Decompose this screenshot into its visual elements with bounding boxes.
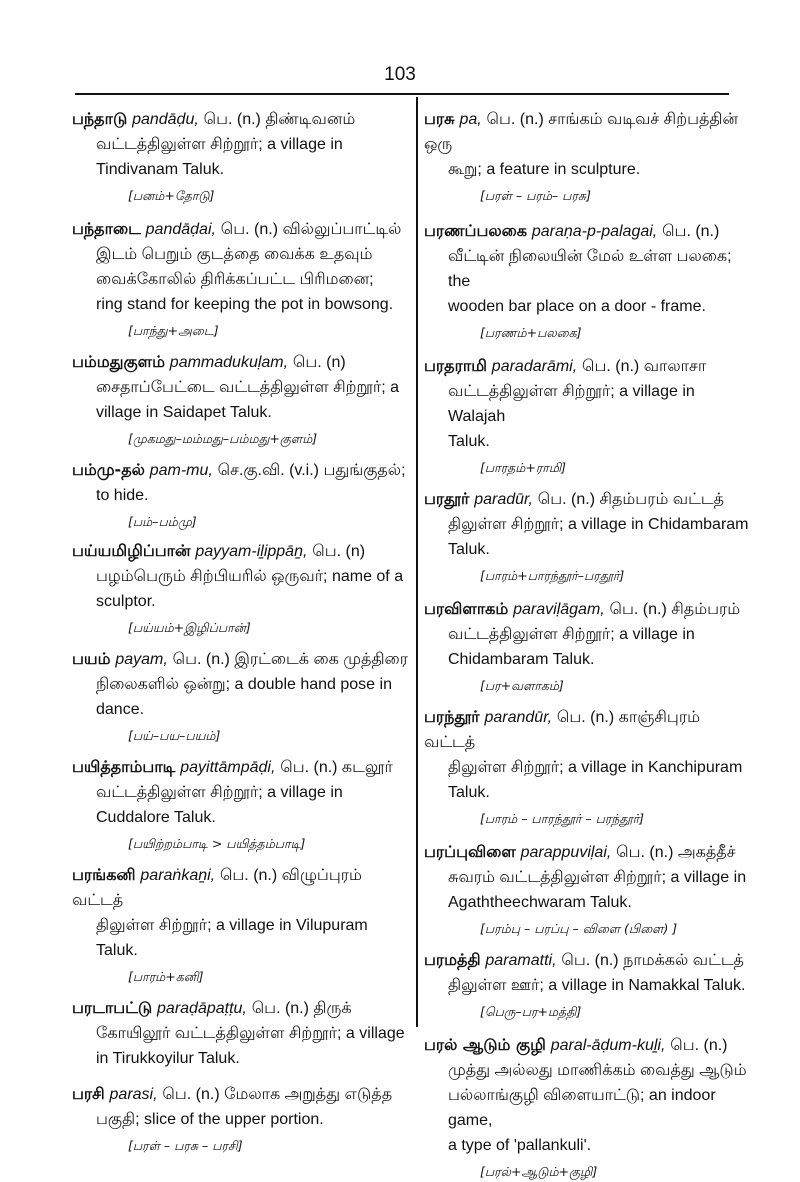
definition-line: dance. [96,701,145,718]
transliteration: paraṇa-p-palagai, [531,223,658,240]
etymology: [பயிற்றம்பாடி > பயித்தம்பாடி] [128,836,306,851]
definition-line: கூறு; a feature in sculpture. [448,161,641,178]
transliteration: pam-mu, [149,462,213,479]
dictionary-entry [424,596,754,696]
dictionary-entry [424,947,754,1022]
headword: பரணப்பலகை [424,221,527,240]
etymology: [பய்யம்+இழிப்பான்] [128,620,251,635]
etymology: [பனம்+தோடு] [128,188,215,203]
entry-headline [424,704,754,755]
transliteration: parasi, [109,1086,158,1103]
etymology: [பெரு–பர+மத்தி] [480,1004,582,1019]
transliteration: parandūr, [484,709,553,726]
definition-line: திலுள்ள சிற்றூர்; a village in Kanchipuram [448,759,743,776]
definition-line: திலுள்ள சிற்றூர்; a village in Chidambaram [448,516,749,533]
entry-headline [72,216,408,242]
definition-line: to hide. [96,487,149,504]
head-definition: பெ. (n.) காஞ்சிபுரம் வட்டத் [424,709,700,751]
dictionary-entry [424,353,754,478]
headword: பரல் ஆடும் குழி [424,1035,546,1054]
right-column [424,98,754,1182]
definition-line: வட்டத்திலுள்ள சிற்றூர்; a village in [448,626,695,643]
headword: பரப்புவிளை [424,842,516,861]
definition-line: Taluk. [448,433,490,450]
definition-line: Chidambaram Taluk. [448,651,595,668]
headword: பந்தாடு [72,109,128,128]
etymology: [பர+வளாகம்] [480,678,564,693]
dictionary-entry [72,862,408,987]
entry-headline [424,947,754,973]
etymology: [பாந்து+அடை] [128,323,219,338]
entry-headline [72,862,408,913]
entry-headline [72,646,408,672]
definition-line: a type of 'pallankuli'. [448,1137,592,1154]
dictionary-entry [424,839,754,939]
page-number: 103 [384,64,416,85]
definition-line: இடம் பெறும் குடத்தை வைக்க உதவும் [96,246,373,263]
headword: பரசு [424,109,455,128]
definition-line: பகுதி; slice of the upper portion. [96,1111,324,1128]
head-definition: பெ. (n.) சிதம்பரம் வட்டத் [537,491,724,508]
definition-line: Tindivanam Taluk. [96,161,225,178]
etymology: [பரல்+ஆடும்+குழி] [480,1164,598,1179]
transliteration: paral-āḍum-kuḻi, [550,1037,666,1054]
entry-headline [424,839,754,865]
head-definition: பெ. (n.) சாங்கம் வடிவச் சிற்பத்தின் ஒரு [424,111,739,153]
definition-line: வீட்டின் நிலையின் மேல் உள்ள பலகை; the [448,248,732,290]
transliteration: pa, [459,111,482,128]
headword: பம்மு-தல் [72,460,145,479]
dictionary-entry [72,995,408,1071]
headword: பயித்தாம்பாடி [72,757,176,776]
head-definition: பெ. (n.) கடலூர் [280,759,393,776]
entry-headline [72,1081,408,1107]
dictionary-entry [72,646,408,746]
definition-line: in Tirukkoyilur Taluk. [96,1050,240,1067]
transliteration: parappuviḷai, [520,844,612,861]
entry-headline [72,754,408,780]
entry-headline [72,106,408,132]
head-definition: பெ. (n.) திருக் [251,1000,352,1017]
entry-headline [72,457,408,483]
definition-line: நிலைகளில் ஒன்று; a double hand pose in [96,676,392,693]
headword: பரந்தூர் [424,707,480,726]
column-divider [416,97,418,1027]
left-column [72,98,408,1156]
etymology: [பாரம்+பாரந்தூர்–பரதூர்] [480,568,625,583]
dictionary-entry [424,218,754,343]
headword: பரசி [72,1084,105,1103]
definition-line: முத்து அல்லது மாணிக்கம் வைத்து ஆடும் [448,1062,747,1079]
headword: பந்தாடை [72,219,141,238]
headword: பரங்கனி [72,865,136,884]
definition-line: திலுள்ள ஊர்; a village in Namakkal Taluk. [448,977,746,994]
definition-line: வட்டத்திலுள்ள சிற்றூர்; a village in [96,784,343,801]
entry-headline [424,106,754,157]
dictionary-entry [424,486,754,586]
head-definition: பெ. (n.) அகத்தீச் [616,844,736,861]
etymology: [பாரம்+கனி] [128,969,204,984]
entry-headline [72,995,408,1021]
head-definition: பெ. (n.) வாலாசா [582,358,707,375]
headword: பரதூர் [424,489,470,508]
definition-line: திலுள்ள சிற்றூர்; a village in Vilupuram [96,917,368,934]
headword: பம்மதுகுளம் [72,352,165,371]
dictionary-entry [72,1081,408,1156]
head-definition: பெ. (n) [312,543,366,560]
headword: பய்யமிழிப்பான் [72,541,191,560]
entry-headline [424,596,754,622]
head-definition: பெ. (n.) திண்டிவனம் [203,111,356,128]
head-definition: பெ. (n.) [670,1037,728,1054]
header-rule [75,93,729,95]
dictionary-entry [72,106,408,206]
head-definition: பெ. (n.) விழுப்புரம் வட்டத் [72,867,362,909]
entry-headline [72,538,408,564]
etymology: [பாரம் – பாரந்தூர் – பரந்தூர்] [480,811,644,826]
dictionary-entry [72,457,408,532]
headword: பரமத்தி [424,950,481,969]
definition-line: Agaththeechwaram Taluk. [448,894,632,911]
etymology: [பாரதம்+ராமி] [480,460,567,475]
etymology: [பய்–பய–பயம்] [128,728,221,743]
head-definition: பெ. (n.) நாமக்கல் வட்டத் [561,952,744,969]
definition-line: சைதாப்பேட்டை வட்டத்திலுள்ள சிற்றூர்; a [96,379,400,396]
dictionary-entry [424,106,754,206]
headword: பரதராமி [424,356,487,375]
entry-headline [424,1032,754,1058]
entry-headline [424,218,754,244]
definition-line: ring stand for keeping the pot in bowsong. [96,296,394,313]
definition-line: வட்டத்திலுள்ள சிற்றூர்; a village in [96,136,343,153]
transliteration: payam, [115,651,168,668]
etymology: [முகமது–மம்மது–பம்மது+குளம்] [128,431,318,446]
etymology: [பரள் – பரம்– பரசு] [480,188,591,203]
head-definition: பெ. (n.) [662,223,720,240]
dictionary-entry [424,1032,754,1182]
entry-headline [72,349,408,375]
definition-line: Taluk. [448,784,490,801]
headword: பயம் [72,649,111,668]
head-definition: பெ. (n) [292,354,346,371]
definition-line: Cuddalore Taluk. [96,809,216,826]
definition-line: பழம்பெரும் சிற்பியரில் ஒருவர்; name of a [96,568,404,585]
transliteration: payyam-iḻippāṉ, [195,543,308,560]
definition-line: Taluk. [96,942,138,959]
entry-headline [424,486,754,512]
entry-headline [424,353,754,379]
dictionary-entry [424,704,754,829]
definition-line: வைக்கோலில் திரிக்கப்பட்ட பிரிமனை; [96,271,374,288]
definition-line: வட்டத்திலுள்ள சிற்றூர்; a village in Walajah [448,383,695,425]
dictionary-entry [72,538,408,638]
definition-line: சுவரம் வட்டத்திலுள்ள சிற்றூர்; a village in [448,869,747,886]
definition-line: கோயிலூர் வட்டத்திலுள்ள சிற்றூர்; a village [96,1025,405,1042]
dictionary-entry [72,349,408,449]
head-definition: பெ. (n.) இரட்டைக் கை முத்திரை [172,651,408,668]
transliteration: paradarāmi, [491,358,578,375]
head-definition: பெ. (n.) வில்லுப்பாட்டில் [220,221,402,238]
definition-line: village in Saidapet Taluk. [96,404,272,421]
definition-line: பல்லாங்குழி விளையாட்டு; an indoor game, [448,1087,716,1129]
etymology: [பம்–பம்மு] [128,514,197,529]
transliteration: payittāmpāḍi, [180,759,276,776]
dictionary-entry [72,754,408,854]
headword: பரவிளாகம் [424,599,509,618]
transliteration: paraviḷāgam, [513,601,605,618]
etymology: [பரம்பு – பரப்பு – விளை (பிளை) ] [480,921,678,936]
transliteration: pammadukuḷam, [169,354,289,371]
transliteration: pandāḍu, [132,111,199,128]
etymology: [பரள் – பரசு – பரசி] [128,1138,243,1153]
dictionary-entry [72,216,408,341]
definition-line: wooden bar place on a door - frame. [448,298,706,315]
etymology: [பரணம்+பலகை] [480,325,582,340]
transliteration: paraṅkaṉi, [140,867,216,884]
transliteration: paraḍāpaṭṭu, [157,1000,247,1017]
transliteration: paradūr, [474,491,533,508]
transliteration: paramatti, [485,952,557,969]
definition-line: sculptor. [96,593,156,610]
transliteration: pandāḍai, [145,221,216,238]
head-definition: பெ. (n.) சிதம்பரம் [609,601,741,618]
head-definition: பெ. (n.) மேலாக அறுத்து எடுத்த [162,1086,393,1103]
headword: பரடாபட்டு [72,998,153,1017]
definition-line: Taluk. [448,541,490,558]
head-definition: செ.கு.வி. (v.i.) பதுங்குதல்; [217,462,406,479]
